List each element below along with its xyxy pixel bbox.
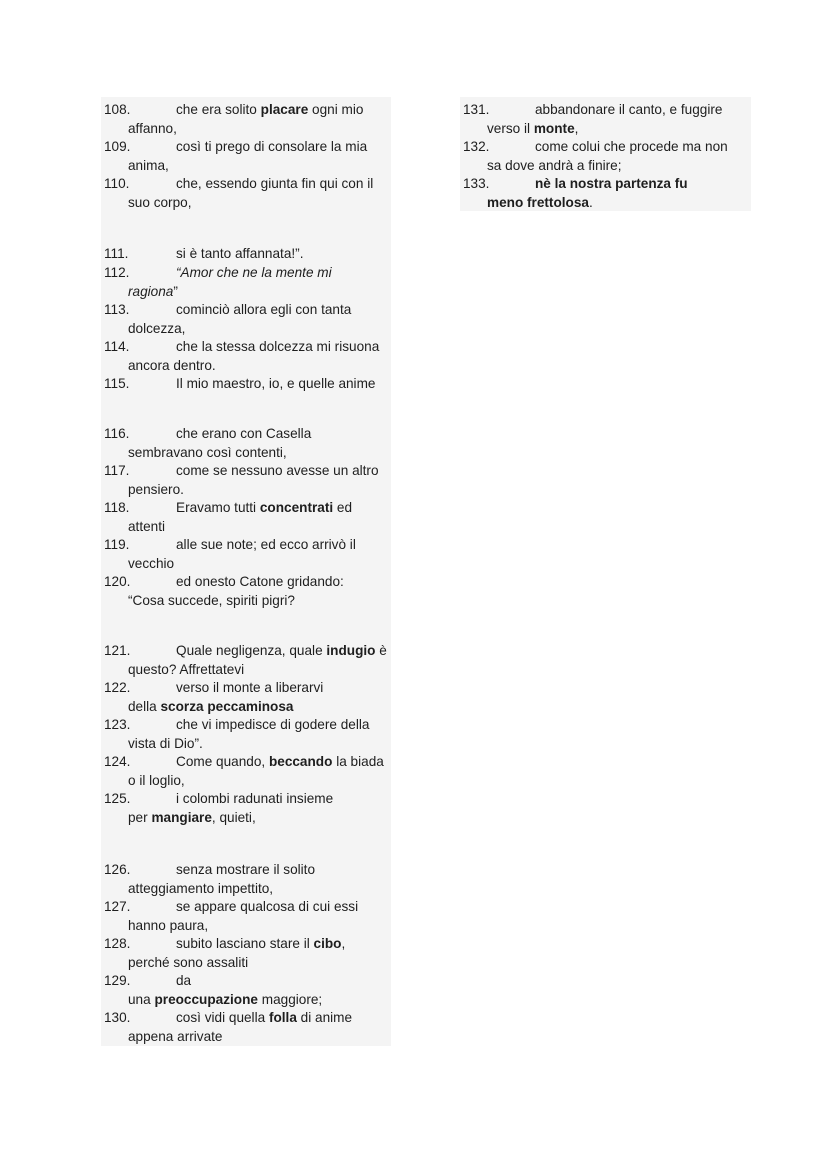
verse-text xyxy=(460,138,751,157)
verse-text-continuation xyxy=(101,518,391,537)
verse-line-117 xyxy=(101,462,391,499)
text-segment: abbandonare il canto, e fuggire xyxy=(535,102,723,117)
verse-text-continuation xyxy=(101,320,391,339)
verse-text xyxy=(101,972,391,991)
verses-column-right xyxy=(460,97,751,211)
text-segment: la biada xyxy=(332,754,384,769)
verse-line-121 xyxy=(101,642,391,679)
verse-number: 122. xyxy=(104,680,131,695)
bold-keyword: meno frettolosa xyxy=(487,194,589,210)
verse-line-123 xyxy=(101,716,391,753)
verse-text-continuation xyxy=(101,809,391,828)
text-segment: affanno, xyxy=(128,120,177,136)
verse-number: 109. xyxy=(104,139,131,154)
verse-text-continuation xyxy=(101,444,391,463)
text-segment: sa dove andrà a finire; xyxy=(487,157,622,173)
verse-text xyxy=(101,1009,391,1028)
verse-number: 126. xyxy=(104,862,131,877)
verse-text-continuation xyxy=(101,194,391,213)
text-segment: vista di Dio”. xyxy=(128,735,203,751)
text-segment: atteggiamento impettito, xyxy=(128,880,274,896)
verse-number: 111. xyxy=(104,246,129,261)
verse-text-continuation xyxy=(460,120,751,139)
text-segment: pensiero. xyxy=(128,481,184,497)
verse-number: 131. xyxy=(463,102,490,117)
verse-line-124 xyxy=(101,753,391,790)
verse-text-continuation xyxy=(460,157,751,176)
text-segment: ed onesto Catone gridando: xyxy=(176,574,344,589)
text-segment: così vidi quella xyxy=(176,1010,269,1025)
verse-number: 112. xyxy=(104,265,130,280)
verse-number: 124. xyxy=(104,754,131,769)
bold-keyword: folla xyxy=(268,1010,297,1025)
verse-text xyxy=(101,301,391,320)
verse-line-119 xyxy=(101,536,391,573)
verse-line-111 xyxy=(101,245,391,264)
text-segment: che erano con Casella xyxy=(176,426,312,441)
verse-number: 130. xyxy=(104,1010,131,1025)
verse-text-continuation xyxy=(101,880,391,899)
text-segment: Eravamo tutti xyxy=(176,500,260,515)
text-segment: che era solito xyxy=(176,102,261,117)
text-segment: ” xyxy=(173,283,178,299)
bold-keyword: indugio xyxy=(326,643,376,658)
verse-number: 116. xyxy=(104,426,130,441)
verse-text-continuation xyxy=(101,991,391,1010)
bold-keyword: beccando xyxy=(268,754,333,769)
bold-keyword: mangiare xyxy=(151,809,212,825)
text-segment: , xyxy=(341,936,346,951)
verse-text-continuation xyxy=(101,481,391,500)
text-segment: attenti xyxy=(128,518,166,534)
text-segment: si è tanto affannata!”. xyxy=(176,246,304,261)
text-segment: che vi impedisce di godere della xyxy=(176,717,370,732)
verse-text xyxy=(101,716,391,735)
text-segment: cominciò allora egli con tanta xyxy=(176,302,352,317)
verse-text-continuation xyxy=(460,194,751,213)
verse-line-110 xyxy=(101,175,391,212)
verse-text xyxy=(101,790,391,809)
verse-line-127 xyxy=(101,898,391,935)
bold-keyword: placare xyxy=(260,102,309,117)
verse-line-120 xyxy=(101,573,391,610)
verse-line-115 xyxy=(101,375,391,394)
text-segment: “Cosa succede, spiriti pigri? xyxy=(128,592,295,608)
verse-number: 118. xyxy=(104,500,130,515)
text-segment: ed xyxy=(333,500,353,515)
verse-line-126 xyxy=(101,861,391,898)
verse-line-132 xyxy=(460,138,751,175)
verse-number: 110. xyxy=(104,176,130,191)
verse-text xyxy=(101,499,391,518)
verse-text-continuation xyxy=(101,735,391,754)
verse-line-130 xyxy=(101,1009,391,1046)
text-segment: , quieti, xyxy=(211,809,256,825)
verse-number: 119. xyxy=(104,537,130,552)
verses-column-left xyxy=(101,97,391,1046)
verse-text-continuation xyxy=(101,357,391,376)
verse-line-113 xyxy=(101,301,391,338)
verse-line-112 xyxy=(101,264,391,301)
verse-text-continuation xyxy=(101,157,391,176)
text-segment: alle sue note; ed ecco arrivò il xyxy=(176,537,356,552)
italic-text: “Amor che ne la mente mi xyxy=(176,265,332,280)
text-segment: subito lasciano stare il xyxy=(176,936,314,951)
text-segment: vecchio xyxy=(128,555,175,571)
text-segment: sembravano così contenti, xyxy=(128,444,287,460)
text-segment: senza mostrare il solito xyxy=(176,862,316,877)
text-segment: hanno paura, xyxy=(128,917,209,933)
text-segment: per xyxy=(128,809,152,825)
text-segment: Quale negligenza, quale xyxy=(176,643,327,658)
verse-number: 129. xyxy=(104,973,131,988)
verse-text xyxy=(101,753,391,772)
verse-number: 128. xyxy=(104,936,131,951)
verse-text xyxy=(101,462,391,481)
verse-text-continuation xyxy=(101,1028,391,1047)
text-segment: verso il monte a liberarvi xyxy=(176,680,324,695)
verse-text-continuation xyxy=(101,592,391,611)
text-segment: Il mio maestro, io, e quelle anime xyxy=(176,376,376,391)
verse-text-continuation xyxy=(101,917,391,936)
text-segment: Come quando, xyxy=(176,754,269,769)
verse-text xyxy=(460,101,751,120)
verse-text xyxy=(101,679,391,698)
text-segment: , xyxy=(574,120,579,136)
text-segment: suo corpo, xyxy=(128,194,192,210)
text-segment: è xyxy=(375,643,387,658)
text-segment: appena arrivate xyxy=(128,1028,223,1044)
text-segment: se appare qualcosa di cui essi xyxy=(176,899,359,914)
verse-text xyxy=(101,375,391,394)
text-segment: come se nessuno avesse un altro xyxy=(176,463,379,478)
verse-number: 127. xyxy=(104,899,131,914)
text-segment: che, essendo giunta fin qui con il xyxy=(176,176,374,191)
verse-line-131 xyxy=(460,101,751,138)
verse-text xyxy=(101,642,391,661)
bold-keyword: monte xyxy=(533,120,575,136)
verse-number: 115. xyxy=(104,376,130,391)
text-segment: così ti prego di consolare la mia xyxy=(176,139,368,154)
text-segment: ogni mio xyxy=(308,102,364,117)
bold-keyword: concentrati xyxy=(259,500,334,515)
text-segment: che la stessa dolcezza mi risuona xyxy=(176,339,380,354)
text-segment: verso il xyxy=(487,120,534,136)
verse-number: 113. xyxy=(104,302,130,317)
verse-number: 117. xyxy=(104,463,130,478)
verse-line-129 xyxy=(101,972,391,1009)
bold-keyword: preoccupazione xyxy=(154,991,258,1007)
verse-number: 120. xyxy=(104,574,131,589)
text-segment: maggiore; xyxy=(257,991,323,1007)
text-segment: ancora dentro. xyxy=(128,357,216,373)
verse-line-118 xyxy=(101,499,391,536)
verse-number: 133. xyxy=(463,176,490,191)
verse-text xyxy=(101,138,391,157)
verse-text xyxy=(101,245,391,264)
text-segment: questo? Affrettatevi xyxy=(128,661,245,677)
verse-line-125 xyxy=(101,790,391,827)
verse-number: 125. xyxy=(104,791,131,806)
verse-text-continuation xyxy=(101,555,391,574)
verse-text-continuation xyxy=(101,772,391,791)
verse-line-109 xyxy=(101,138,391,175)
bold-keyword: scorza peccaminosa xyxy=(160,698,294,714)
text-segment: di anime xyxy=(296,1010,353,1025)
text-segment: da xyxy=(176,973,192,988)
verse-text xyxy=(460,175,751,194)
verse-text xyxy=(101,264,391,283)
verse-text xyxy=(101,935,391,954)
verse-text xyxy=(101,861,391,880)
verse-text xyxy=(101,573,391,592)
text-segment: i colombi radunati insieme xyxy=(176,791,334,806)
text-segment: anima, xyxy=(128,157,169,173)
text-segment: come colui che procede ma non xyxy=(535,139,728,154)
verse-number: 108. xyxy=(104,102,131,117)
verse-line-133 xyxy=(460,175,751,212)
text-segment: della xyxy=(128,698,161,714)
verse-text xyxy=(101,338,391,357)
verse-line-128 xyxy=(101,935,391,972)
verse-number: 132. xyxy=(463,139,490,154)
bold-keyword: nè la nostra partenza fu xyxy=(535,176,688,191)
verse-line-122 xyxy=(101,679,391,716)
text-segment: dolcezza, xyxy=(128,320,186,336)
italic-text: ragiona xyxy=(128,283,174,299)
text-segment: o il loglio, xyxy=(128,772,185,788)
verse-number: 121. xyxy=(104,643,131,658)
verse-text-continuation xyxy=(101,698,391,717)
verse-line-114 xyxy=(101,338,391,375)
verse-text-continuation xyxy=(101,954,391,973)
verse-text-continuation xyxy=(101,283,391,302)
verse-number: 114. xyxy=(104,339,130,354)
text-segment: una xyxy=(128,991,155,1007)
verse-text xyxy=(101,425,391,444)
text-segment: . xyxy=(588,194,593,210)
bold-keyword: cibo xyxy=(313,936,342,951)
verse-text xyxy=(101,898,391,917)
verse-line-108 xyxy=(101,101,391,138)
verse-text xyxy=(101,175,391,194)
verse-text-continuation xyxy=(101,661,391,680)
verse-text xyxy=(101,536,391,555)
verse-number: 123. xyxy=(104,717,131,732)
verse-line-116 xyxy=(101,425,391,462)
verse-text-continuation xyxy=(101,120,391,139)
text-segment: perché sono assaliti xyxy=(128,954,249,970)
verse-text xyxy=(101,101,391,120)
